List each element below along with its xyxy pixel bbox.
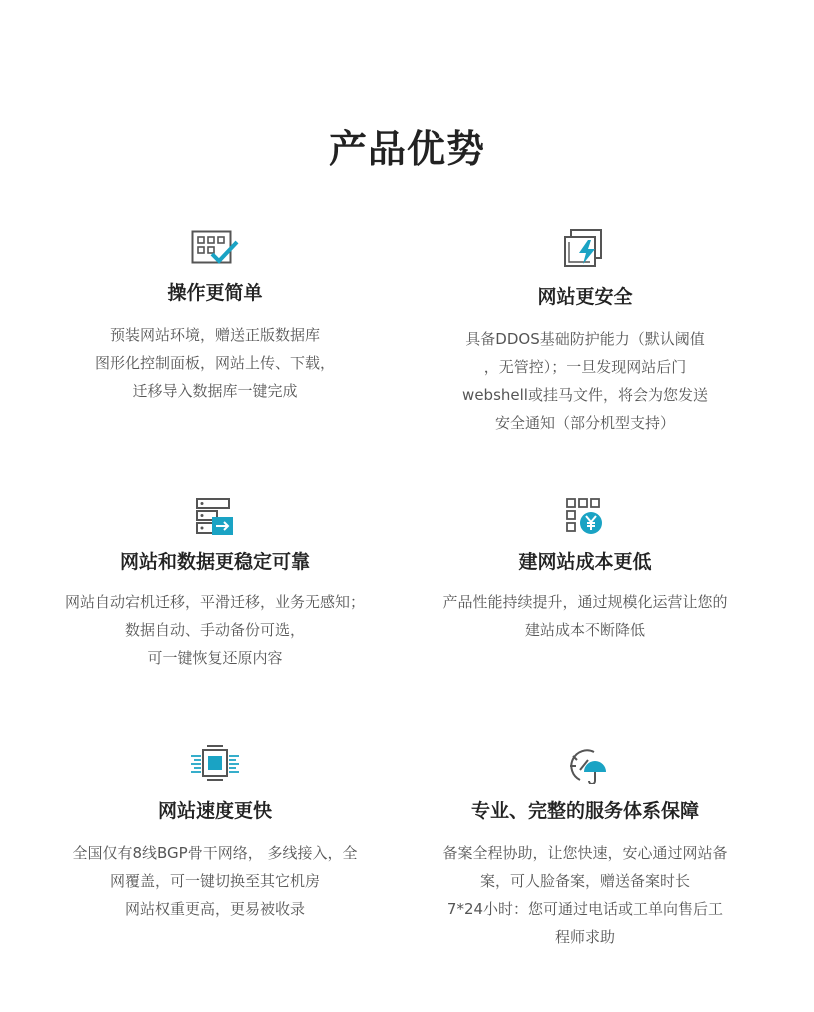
feature-description	[410, 588, 760, 644]
feature-line: 数据自动、手动备份可选，	[124, 621, 305, 639]
feature-line: 程师求助	[554, 928, 615, 946]
feature-line: 图形化控制面板，网站上传、下载，	[94, 354, 335, 372]
feature-title: 专业、完整的服务体系保障	[470, 800, 699, 822]
feature-description	[410, 325, 760, 437]
feature-line: ，无管控）；一旦发现网站后门	[483, 358, 687, 376]
feature-line: 备案全程协助，让您快速，安心通过网站备	[442, 844, 728, 862]
feature-stability	[40, 497, 390, 672]
feature-line: 网站权重更高，更易被收录	[124, 900, 305, 918]
feature-description	[40, 588, 390, 672]
feature-line: 可一键恢复还原内容	[147, 649, 283, 667]
feature-service	[410, 744, 760, 951]
shield-lightning-icon	[563, 228, 607, 268]
feature-description	[410, 839, 760, 951]
feature-speed	[40, 744, 390, 923]
feature-line: 网站自动宕机迁移，平滑迁移，业务无感知；	[64, 593, 365, 611]
feature-line: 迁移导入数据库一键完成	[132, 382, 298, 400]
feature-title: 网站更安全	[537, 286, 633, 308]
feature-line: 具备DDOS基础防护能力（默认阈值	[465, 330, 705, 348]
chip-speed-icon	[189, 744, 241, 784]
feature-title: 网站和数据更稳定可靠	[119, 551, 310, 573]
feature-line: 预装网站环境，赠送正版数据库	[109, 326, 320, 344]
feature-line: 案，可人脸备案，赠送备案时长	[479, 872, 690, 890]
feature-description	[40, 321, 390, 405]
feature-line: 产品性能持续提升，通过规模化运营让您的	[442, 593, 728, 611]
gauge-umbrella-icon	[564, 744, 606, 784]
feature-description	[40, 839, 390, 923]
feature-line: 全国仅有8线BGP骨干网络， 多线接入，全	[72, 844, 358, 862]
feature-title: 操作更简单	[167, 282, 263, 304]
feature-title: 建网站成本更低	[518, 551, 652, 573]
feature-security	[410, 228, 760, 437]
feature-line: 7*24小时：您可通过电话或工单向售后工	[446, 900, 724, 918]
grid-yen-icon	[565, 497, 605, 537]
server-migrate-icon	[195, 497, 235, 537]
feature-low-cost	[410, 497, 760, 644]
feature-line: 建站成本不断降低	[524, 621, 645, 639]
feature-line: 网覆盖，可一键切换至其它机房	[109, 872, 320, 890]
feature-line: webshell或挂马文件，将会为您发送	[462, 386, 708, 404]
feature-title: 网站速度更快	[157, 800, 272, 822]
grid-check-icon	[191, 228, 239, 266]
feature-line: 安全通知（部分机型支持）	[494, 414, 675, 432]
page-title: 产品优势	[328, 127, 485, 171]
feature-easy-operation	[40, 228, 390, 405]
